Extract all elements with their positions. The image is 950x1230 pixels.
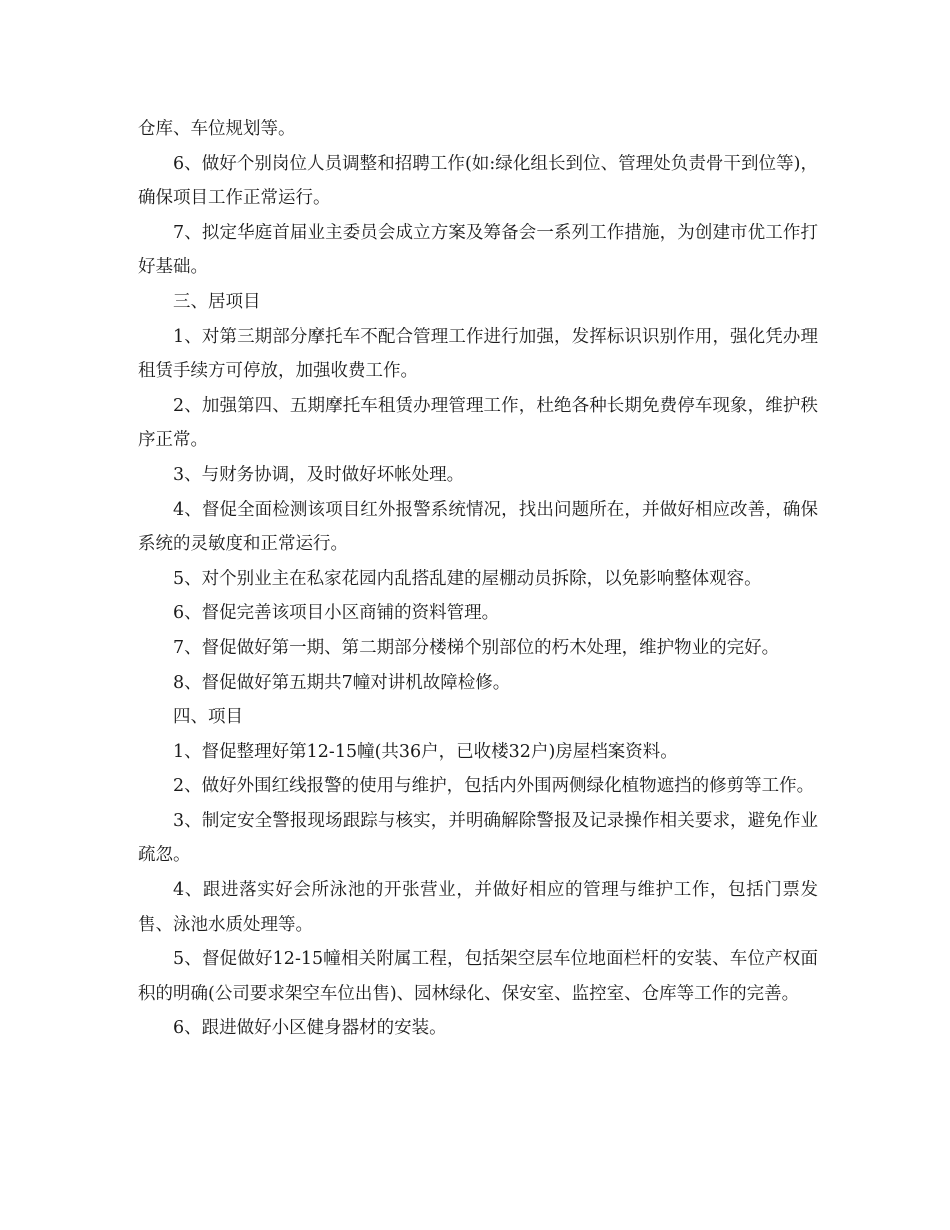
list-item: 4、督促全面检测该项目红外报警系统情况，找出问题所在，并做好相应改善，确保系统的灵敏度和正常运行。 <box>138 499 818 555</box>
list-item: 1、督促整理好第12-15幢(共36户，已收楼32户)房屋档案资料。 <box>173 741 678 762</box>
list-item: 7、拟定华庭首届业主委员会成立方案及筹备会一系列工作措施，为创建市优工作打好基础。 <box>138 222 818 278</box>
list-item: 1、对第三期部分摩托车不配合管理工作进行加强，发挥标识识别作用，强化凭办理租赁手续方可停放，加强收费工作。 <box>138 326 818 382</box>
list-item: 2、做好外围红线报警的使用与维护，包括内外围两侧绿化植物遮挡的修剪等工作。 <box>173 776 815 797</box>
list-item: 3、与财务协调，及时做好坏帐处理。 <box>173 464 465 485</box>
list-item: 8、督促做好第五期共7幢对讲机故障检修。 <box>173 672 511 693</box>
list-item: 4、跟进落实好会所泳池的开张营业，并做好相应的管理与维护工作，包括门票发售、泳池水质处理等。 <box>138 880 818 935</box>
list-item: 3、制定安全警报现场跟踪与核实，并明确解除警报及记录操作相关要求，避免作业疏忽。 <box>138 810 818 866</box>
list-item: 7、督促做好第一期、第二期部分楼梯个别部位的朽木处理，维护物业的完好。 <box>173 637 780 658</box>
paragraph-continuation: 仓库、车位规划等。 <box>138 119 296 139</box>
list-item: 5、督促做好12-15幢相关附属工程，包括架空层车位地面栏杆的安装、车位产权面积的明确(公司要求架空车位出售)、园林绿化、保安室、监控室、仓库等工作的完善。 <box>138 949 818 1004</box>
document-body <box>138 112 818 1046</box>
list-item: 2、加强第四、五期摩托车租赁办理管理工作，杜绝各种长期免费停车现象，维护秩序正常。 <box>138 395 818 451</box>
list-item: 6、跟进做好小区健身器材的安装。 <box>173 1018 447 1039</box>
list-item: 6、做好个别岗位人员调整和招聘工作(如:绿化组长到位、管理处负责骨干到位等)，确保项目工作正常运行。 <box>138 153 818 209</box>
section-heading: 三、居项目 <box>173 291 261 312</box>
list-item: 6、督促完善该项目小区商铺的资料管理。 <box>173 603 500 624</box>
list-item: 5、对个别业主在私家花园内乱搭乱建的屋棚动员拆除，以免影响整体观容。 <box>173 568 762 589</box>
section-heading: 四、项目 <box>173 707 243 728</box>
